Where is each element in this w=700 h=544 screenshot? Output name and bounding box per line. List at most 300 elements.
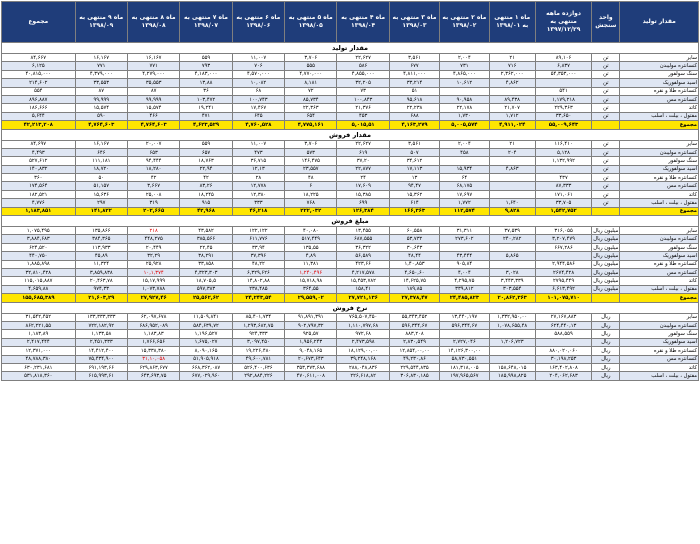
value-cell: ۲۶۷۴,۴۲۸ (535, 268, 591, 276)
value-cell: ۱۸۲,۵۲۱ (2, 190, 76, 198)
value-cell: ۴۵,۸۹ (75, 252, 127, 260)
value-cell: ۱۳۵,۸۶۶ (75, 227, 127, 235)
value-cell: ۵۲۷,۶۱۲ (2, 157, 76, 165)
value-cell: ۴۲ (180, 174, 232, 182)
value-cell: ۱,۲۹۳,۶۸۲,۷۵ (232, 321, 284, 329)
value-cell: ۳۲,۲۹ (127, 252, 179, 260)
value-cell: ۱۰۳,۴۷۲ (180, 95, 232, 103)
total-value-cell: ۲۹,۵۵۹,۰۲ (285, 294, 337, 302)
value-cell: ۸۳,۲۶ (180, 182, 232, 190)
header-month: ماه ۲ منتهی به ۱۳۹۸/۰۲ (440, 2, 489, 43)
product-name-cell: سنگ سولفور (620, 243, 699, 251)
value-cell: ۲۰,۰۰۷ (127, 140, 179, 148)
value-cell: ۴,۱۸۳,۰۰۰ (180, 70, 232, 78)
value-cell: ۱۴۰,۸۳۲ (2, 165, 76, 173)
total-value-cell: ۲۲۲,۰۳۲ (285, 207, 337, 215)
total-value-cell (592, 294, 620, 302)
value-cell: ۱,۱۸۳,۸۹ (2, 330, 76, 338)
value-cell: ۱۷,۶۹۷ (440, 190, 489, 198)
total-value-cell: ۱۶۶,۳۶۳ (389, 207, 439, 215)
value-cell: ۴۳,۵۸۲ (180, 227, 232, 235)
value-cell: ۴۳,۴۴۴ (440, 252, 489, 260)
unit-cell: میلیون ریال (593, 286, 619, 293)
value-cell: ۶۲,۰۹۷,۶۷۸ (127, 313, 179, 321)
value-cell: ۳۶۴,۵۵ (285, 285, 337, 293)
value-cell (489, 347, 535, 355)
value-cell: ۵۰ (75, 174, 127, 182)
value-cell: ۵۶,۵۸۹ (337, 252, 389, 260)
value-cell: ۹۷۲,۶۸ (337, 330, 389, 338)
table-row (2, 243, 699, 251)
value-cell: ۳۰۶,۸۳۰,۱۸۵ (389, 372, 439, 380)
value-cell: ۵۹۶,۳۴۴,۶۷ (389, 321, 439, 329)
value-cell: ۴۲۳,۶۶ (337, 260, 389, 268)
value-cell: ۶۵۳ (127, 148, 179, 156)
value-cell: ۷۶۸ (285, 199, 337, 207)
value-cell: ۵۴,۳۵۳,۰۰۰ (535, 70, 591, 78)
value-cell: ۳۵,۵۵۳ (127, 79, 179, 87)
table-row (2, 313, 699, 321)
value-cell: ۱۷,۴۶۷ (232, 104, 284, 112)
value-cell: ۱۵,۶۳۶ (75, 190, 127, 198)
value-cell: ۲,۹۴۴,۵۸۶ (535, 260, 591, 268)
value-cell: ۳,۰۲۸ (489, 268, 535, 276)
value-cell: ۳۰۳,۵۵۴ (489, 285, 535, 293)
value-cell: ۱۸,۷۶۳ (180, 157, 232, 165)
value-cell: ۵۵,۳۴۳,۴۵۲ (389, 313, 439, 321)
table-row (2, 79, 699, 87)
value-cell: ۱۲,۷۷۸ (232, 182, 284, 190)
value-cell: ۱۶,۱۶۷ (75, 140, 127, 148)
value-cell: ۲۸۸,۰۴۸,۸۳۶ (337, 363, 389, 371)
value-cell: ۹۲۵,۵۷ (285, 330, 337, 338)
value-cell: ۸,۰۹۰,۱۶۵ (180, 347, 232, 355)
value-cell: ۳۳,۵۵۳ (75, 79, 127, 87)
unit-cell: تن (592, 54, 620, 62)
value-cell: ۱,۱۳۳,۵۸ (75, 330, 127, 338)
value-cell: ۴۸,۲۲ (232, 260, 284, 268)
value-cell: ۱,۹۵۶,۲۴۳ (285, 338, 337, 346)
header-row (2, 2, 699, 43)
value-cell: ۲۹۲,۸۸۴,۲۲۶ (232, 372, 284, 380)
value-cell: ۶۵۴ (285, 112, 337, 120)
table-row (2, 227, 699, 235)
value-cell: ۱۰,۶۱۲ (440, 79, 489, 87)
value-cell: ۱۸,۷۲۰ (75, 165, 127, 173)
value-cell: ۷۶۵,۵۰۷,۴۵۰ (337, 313, 389, 321)
value-cell: ۲,۰۰۴ (440, 54, 489, 62)
value-cell: ۸۹۶,۸۸۷ (2, 95, 76, 103)
value-cell: ۱,۱۸۳,۸۳ (127, 330, 179, 338)
value-cell: ۵۸۶ (337, 62, 389, 70)
value-cell: ۸۷ (75, 87, 127, 95)
value-cell: ۱۱,۳۲۴ (75, 260, 127, 268)
value-cell: ۵۱ (389, 87, 439, 95)
value-cell: ۹۰۵,۸۴ (440, 260, 489, 268)
total-label: مجموع (620, 294, 699, 302)
value-cell: ۵۱,۹۰۵,۹۱۸ (180, 355, 232, 363)
value-cell: ۲۸ (232, 174, 284, 182)
total-row (2, 121, 699, 129)
unit-cell: تن (592, 165, 620, 173)
value-cell: ۷۹۳ (180, 62, 232, 70)
value-cell: ۷۳۱ (440, 62, 489, 70)
total-row (2, 207, 699, 215)
value-cell: ۶۹۹ (337, 199, 389, 207)
product-name-cell: سایر (620, 54, 699, 62)
value-cell: ۵۹۷,۳۸۳ (180, 285, 232, 293)
value-cell: ۲۰,۴۶۳,۷۸ (75, 277, 127, 285)
total-value-cell: ۴,۷۶۴,۶۰۳ (127, 121, 179, 129)
unit-cell: ریال (592, 321, 620, 329)
unit-cell: میلیون ریال (593, 261, 619, 268)
product-name-cell: سایر (620, 227, 699, 235)
header-month: ماه ۵ منتهی به ۱۳۹۸/۰۵ (285, 2, 337, 43)
value-cell: ۱۴,۸۰۲,۸۸ (232, 277, 284, 285)
value-cell: ۳,۴۴۳,۳۳۹ (489, 277, 535, 285)
value-cell: ۲,۴۷۳,۵۹۸ (337, 338, 389, 346)
value-cell: ۵,۱۲۸ (535, 148, 591, 156)
value-cell: ۴,۸۹ (285, 252, 337, 260)
value-cell: ۸۷,۳۳۳ (535, 182, 591, 190)
value-cell: ۸۴,۶۹۷ (2, 140, 76, 148)
value-cell: ۱۰۰,۸۴۳ (337, 95, 389, 103)
value-cell: ۱۵,۴۵۳,۷۸۲ (337, 277, 389, 285)
value-cell: ۶۸,۱۷۵ (440, 182, 489, 190)
value-cell: ۶۳۰,۲۳۱,۶۸۱ (2, 363, 76, 371)
value-cell: ۲۲,۳۶۳ (285, 104, 337, 112)
header-unit: واحد سنجش (592, 2, 620, 43)
value-cell: ۱۴,۶۲۵,۷۵ (389, 277, 439, 285)
value-cell: ۲۱,۷۰۷ (489, 104, 535, 112)
value-cell: ۳,۲۰۷,۴۷۹ (535, 235, 591, 243)
value-cell: ۶۴۳,۶۹۳,۷۵ (127, 372, 179, 380)
value-cell: ۴۶۶ (127, 112, 179, 120)
unit-cell: تن (592, 87, 620, 95)
value-cell: ۳,۸۵۹,۸۳۸ (75, 268, 127, 276)
value-cell: ۸۸۰,۰۲۰,۰۶۰ (535, 347, 591, 355)
value-cell: ۷۷۱ (75, 62, 127, 70)
value-cell: ۷۵,۴۳۴,۹۰۰ (75, 355, 127, 363)
value-cell: ۱۷۴,۵۶۴ (2, 182, 76, 190)
header-month: ماه ۴ منتهی به ۱۳۹۸/۰۴ (337, 2, 389, 43)
value-cell: ۵۳۱,۸۱۸,۳۶۰ (2, 372, 76, 380)
value-cell: ۴,۰۰۴ (440, 268, 489, 276)
value-cell: ۱۸,۱۲۹,۰۰,۰۰ (337, 347, 389, 355)
unit-cell: میلیون ریال (593, 227, 619, 234)
value-cell (489, 260, 535, 268)
value-cell: ۱,۷۶۶,۶۵۶ (127, 338, 179, 346)
value-cell: ۱۹,۲۲۶,۴۸۰ (232, 347, 284, 355)
value-cell: ۱,۲۰۶,۷۲۳ (489, 338, 535, 346)
value-cell: ۳,۵۶۱ (389, 54, 439, 62)
value-cell: ۳۳,۷۰۵ (535, 199, 591, 207)
value-cell: ۵۹۰ (75, 112, 127, 120)
value-cell: ۳,۷۰۶ (285, 54, 337, 62)
value-cell (440, 87, 489, 95)
value-cell: ۴۰,۸۱۵,۰۰۰ (2, 70, 76, 78)
value-cell: ۲۲,۶۲۷ (337, 54, 389, 62)
value-cell: ۲۰,۶۷۳,۶۴۳ (285, 355, 337, 363)
product-name-cell: کاتد (620, 190, 699, 198)
value-cell: ۶۸۷,۵۵۵ (337, 235, 389, 243)
table-row (2, 54, 699, 62)
value-cell: ۳۳۹,۸۱۲ (440, 285, 489, 293)
value-cell: ۹۹,۹۹۹ (75, 95, 127, 103)
value-cell: ۴۳۷ (535, 174, 591, 182)
unit-cell: ریال (592, 363, 620, 371)
table-row (2, 174, 699, 182)
value-cell (489, 355, 535, 363)
value-cell: ۲۱ (489, 140, 535, 148)
value-cell: ۹۴,۴۷ (389, 182, 439, 190)
value-cell: ۱۷,۶۰۹ (337, 182, 389, 190)
total-value-cell: ۴,۷۶۴,۶۰۳ (75, 121, 127, 129)
unit-cell: ریال (592, 347, 620, 355)
table-body (2, 43, 699, 381)
section-title-row (2, 43, 699, 54)
value-cell: ۸۸۳,۲۰۸ (389, 330, 439, 338)
unit-cell: تن (592, 148, 620, 156)
value-cell: ۹۰,۹۵۸ (440, 95, 489, 103)
value-cell: ۴,۳۷۹,۰۰۰ (75, 70, 127, 78)
value-cell: ۳,۰۹۷,۴۵۰ (232, 338, 284, 346)
value-cell: ۲۲۹,۵۴۴,۸۳۵ (389, 363, 439, 371)
value-cell: ۱۹,۲۴۱ (180, 104, 232, 112)
value-cell: ۶۱۵,۹۹۳,۶۱ (75, 372, 127, 380)
value-cell: ۳۸۵,۵۶۶ (180, 235, 232, 243)
financial-report-table (1, 1, 699, 381)
value-cell (535, 165, 591, 173)
product-name-cell: کاتد (620, 363, 699, 371)
value-cell: ۳۱,۵۴۲,۴۵۲ (2, 313, 76, 321)
table-row (2, 112, 699, 120)
section-title: مبلغ فروش (2, 216, 699, 227)
product-name-cell: اسید سولفوریک (620, 338, 699, 346)
value-cell: ۴,۶۵۰,۶۰ (389, 268, 439, 276)
total-value-cell: ۵,۰۰۵,۵۷۴ (440, 121, 489, 129)
value-cell: ۶,۸۳۷ (535, 62, 591, 70)
value-cell: ۱۳,۸۸ (180, 79, 232, 87)
value-cell: ۱۴,۴۱۲,۴۰۰ (75, 347, 127, 355)
value-cell: ۳۶۰ (2, 174, 76, 182)
value-cell: ۴,۸۶۳ (489, 165, 535, 173)
unit-cell: تن (592, 79, 620, 87)
value-cell: ۳۱,۱۰,۰۵۸ (127, 355, 179, 363)
total-value-cell: ۵,۰۱۵,۵۱ (337, 121, 389, 129)
value-cell: ۱۵,۱۷,۹۹۹ (127, 277, 179, 285)
table-row (2, 104, 699, 112)
total-value-cell: ۱۵۵,۶۸۵,۳۸۹ (2, 294, 76, 302)
table-row (2, 330, 699, 338)
product-name-cell: اسید سولفوریک (620, 165, 699, 173)
value-cell: ۳۰,۱۹۸,۲۵۳ (535, 355, 591, 363)
value-cell: ۳,۷۰۶ (285, 140, 337, 148)
value-cell: ۶۶۷,۲۸۶ (535, 243, 591, 251)
header-month: ماه ۱ منتهی به ۱۳۹۸/۰۱ (489, 2, 535, 43)
value-cell: ۴۸ (285, 174, 337, 182)
header-month: ماه ۷ منتهی به ۱۳۹۸/۰۷ (180, 2, 232, 43)
value-cell: ۴,۷۷۶ (2, 199, 76, 207)
value-cell: ۱۵,۳۳۸,۳۸۰ (127, 347, 179, 355)
value-cell: ۱۱۵,۰۱۵,۸۸۷ (2, 277, 76, 285)
value-cell: ۹۹,۹۹۹ (127, 95, 179, 103)
value-cell: ۴,۲۷۹,۰۰۰ (127, 70, 179, 78)
unit-cell: میلیون ریال (593, 236, 619, 243)
unit-cell: تن (592, 95, 620, 103)
value-cell: ۲۳۸,۴۸۵ (232, 285, 284, 293)
value-cell: ۶ (285, 182, 337, 190)
value-cell: ۲۵,۰۰۸ (127, 190, 179, 198)
table-row (2, 148, 699, 156)
value-cell: ۶,۶۱۳,۴۹۲ (535, 285, 591, 293)
value-cell: ۱۰,۱,۳۷۴ (127, 268, 179, 276)
value-cell: ۵۲۶,۴۰۰,۶۳۶ (232, 363, 284, 371)
value-cell (440, 157, 489, 165)
value-cell: ۵۱۷,۴۴۹ (285, 235, 337, 243)
value-cell: ۸,۱۸۱ (285, 79, 337, 87)
value-cell: ۴۸,۷۸۸,۳۸۰ (2, 355, 76, 363)
value-cell: ۳۳,۹۴ (232, 243, 284, 251)
table-row (2, 347, 699, 355)
total-value-cell: ۲۴,۲۴۳,۵۴ (232, 294, 284, 302)
value-cell: ۲,۸۳۰,۵۴۹ (389, 338, 439, 346)
value-cell (440, 243, 489, 251)
value-cell: ۹۰۲,۷۹۷,۳۲ (285, 321, 337, 329)
value-cell: ۲۷۳,۶۰۲ (440, 235, 489, 243)
total-value-cell: ۲۷,۳۷۸,۴۷ (389, 294, 439, 302)
value-cell: ۶۴۶ (75, 148, 127, 156)
value-cell: ۳۰,۶۴۳ (389, 243, 439, 251)
value-cell: ۴,۲۹۵,۷۵ (440, 277, 489, 285)
section-title-row (2, 129, 699, 140)
product-name-cell: سنگ سولفور (620, 157, 699, 165)
value-cell: ۴۴۸,۲۷۵ (127, 235, 179, 243)
value-cell: ۹۴,۴۴۴ (127, 157, 179, 165)
value-cell: ۶۷۷,۰۲۹,۹۶۰ (180, 372, 232, 380)
value-cell (489, 87, 535, 95)
value-cell: ۶۸ (232, 87, 284, 95)
value-cell: ۱,۸۸۵,۸۹۸ (2, 260, 76, 268)
value-cell: ۱۸۶,۶۶۶ (2, 104, 76, 112)
value-cell: ۶,۱۲۵ (2, 62, 76, 70)
value-cell: ۵۱,۱۵۷ (75, 182, 127, 190)
value-cell: ۴,۵۷۰,۰۰۰ (232, 70, 284, 78)
value-cell: ۳۶,۳۲۲ (337, 243, 389, 251)
value-cell: ۶۹۱,۱۹۳,۶۶ (75, 363, 127, 371)
header-month: ماه ۸ منتهی به ۱۳۹۸/۰۸ (127, 2, 179, 43)
product-name-cell: مفتول ، بیلت ، اسلب (620, 112, 699, 120)
value-cell: ۱۸۵,۹۹۸,۸۲۵ (489, 372, 535, 380)
value-cell (489, 174, 535, 182)
product-name-cell: کنسانتره طلا و نقره (620, 347, 699, 355)
total-value-cell: ۲۵,۵۶۲,۶۲ (180, 294, 232, 302)
value-cell: ۵۵۴ (2, 87, 76, 95)
value-cell (440, 330, 489, 338)
unit-cell: تن (592, 104, 620, 112)
total-value-cell: ۲۰۲,۶۶۵ (127, 207, 179, 215)
unit-cell: ریال (592, 372, 620, 380)
value-cell: ۹۵,۶۱۸ (389, 95, 439, 103)
value-cell: ۴۲ (127, 174, 179, 182)
value-cell: ۴۹,۶۰۰,۷۸۱ (232, 355, 284, 363)
value-cell: ۱,۷۳۰ (440, 112, 489, 120)
value-cell: ۶۱۴ (389, 199, 439, 207)
value-cell: ۴۹,۲۳۰,۸۶ (389, 355, 439, 363)
value-cell: ۴۷۳ (232, 148, 284, 156)
unit-cell: تن (592, 62, 620, 70)
value-cell: ۹۷۴,۳۳ (75, 285, 127, 293)
value-cell: ۱,۶۴۰ (489, 199, 535, 207)
value-cell (489, 182, 535, 190)
value-cell: ۳۶ (180, 87, 232, 95)
value-cell: ۳۲,۸۱۰,۴۲۸ (2, 268, 76, 276)
total-value-cell: ۱۴۱,۸۲۲ (75, 207, 127, 215)
value-cell: ۲۲۶,۶۱۸,۸۲ (337, 372, 389, 380)
total-value-cell: ۲۴,۴۸۵,۸۲۳ (440, 294, 489, 302)
unit-cell: تن (592, 182, 620, 190)
total-value-cell: ۴,۷۶۰,۵۲۸ (232, 121, 284, 129)
value-cell: ۲۱۸ (127, 227, 179, 235)
total-value-cell: ۱,۵۴۲,۷۵۲ (535, 207, 591, 215)
value-cell: ۲۲,۴۵ (180, 243, 232, 251)
value-cell (489, 243, 535, 251)
value-cell: ۱۵,۳۸۵ (337, 190, 389, 198)
table-row (2, 260, 699, 268)
value-cell: ۱۵,۵۷۴ (75, 104, 127, 112)
value-cell: ۴,۸۶۲ (489, 79, 535, 87)
value-cell: ۴۰,۰۸۰ (285, 227, 337, 235)
value-cell: ۳۳,۸۵۸ (180, 260, 232, 268)
value-cell: ۶۶۸,۳۶۲,۰۸۷ (180, 363, 232, 371)
value-cell: ۹۱,۸۹۱,۳۹۱ (285, 313, 337, 321)
value-cell: ۱۱,۵۰۹,۸۴۱ (180, 313, 232, 321)
value-cell: ۶۵۷ (180, 148, 232, 156)
value-cell: ۱۶۳,۴۰۲,۸۰۸ (535, 363, 591, 371)
value-cell: ۴,۴۹۳ (2, 148, 76, 156)
value-cell: ۳۴,۶۱۲ (389, 157, 439, 165)
table-row (2, 95, 699, 103)
value-cell: ۲۱ (489, 54, 535, 62)
value-cell: ۱۵۸,۴۱ (337, 285, 389, 293)
table-row (2, 355, 699, 363)
value-cell: ۳۲,۲۰۵ (337, 79, 389, 87)
value-cell: ۲,۷۲۷,۰۴۶ (440, 338, 489, 346)
value-cell: ۶۰,۵۵۸ (389, 227, 439, 235)
product-name-cell: کنسانتره مولیبدن (620, 321, 699, 329)
table-row (2, 70, 699, 78)
value-cell: ۱۸۱,۳۱۸,۰۰۵ (440, 363, 489, 371)
product-name-cell: کنسانتره مس (620, 95, 699, 103)
value-cell: ۸۷ (127, 87, 179, 95)
value-cell: ۲۷۹۵,۴۴۹ (535, 277, 591, 285)
value-cell: ۲۱۴,۶۰۲ (2, 79, 76, 87)
value-cell: ۱,۲۴۰,۴۹۶ (285, 268, 337, 276)
value-cell: ۳۱۶,۰۵۵ (535, 227, 591, 235)
value-cell: ۲۰۴ (489, 148, 535, 156)
value-cell: ۳۹,۲۴۸,۱۶۸ (337, 355, 389, 363)
value-cell: ۶۷۷ (389, 62, 439, 70)
value-cell: ۳۱۹ (127, 199, 179, 207)
product-name-cell: مفتول ، بیلت ، اسلب (620, 199, 699, 207)
total-value-cell: ۲۷,۹۲۷,۴۶ (127, 294, 179, 302)
total-value-cell: ۴,۹۱۱,۰۲۴ (489, 121, 535, 129)
value-cell: ۱۴۶,۴۷۵ (285, 157, 337, 165)
value-cell: ۱,۰۷۵,۴۹۵ (2, 227, 76, 235)
total-value-cell: ۱۲۶,۳۸۴ (337, 207, 389, 215)
product-name-cell: مفتول ، بیلت ، اسلب (620, 285, 699, 293)
unit-cell: تن (592, 140, 620, 148)
